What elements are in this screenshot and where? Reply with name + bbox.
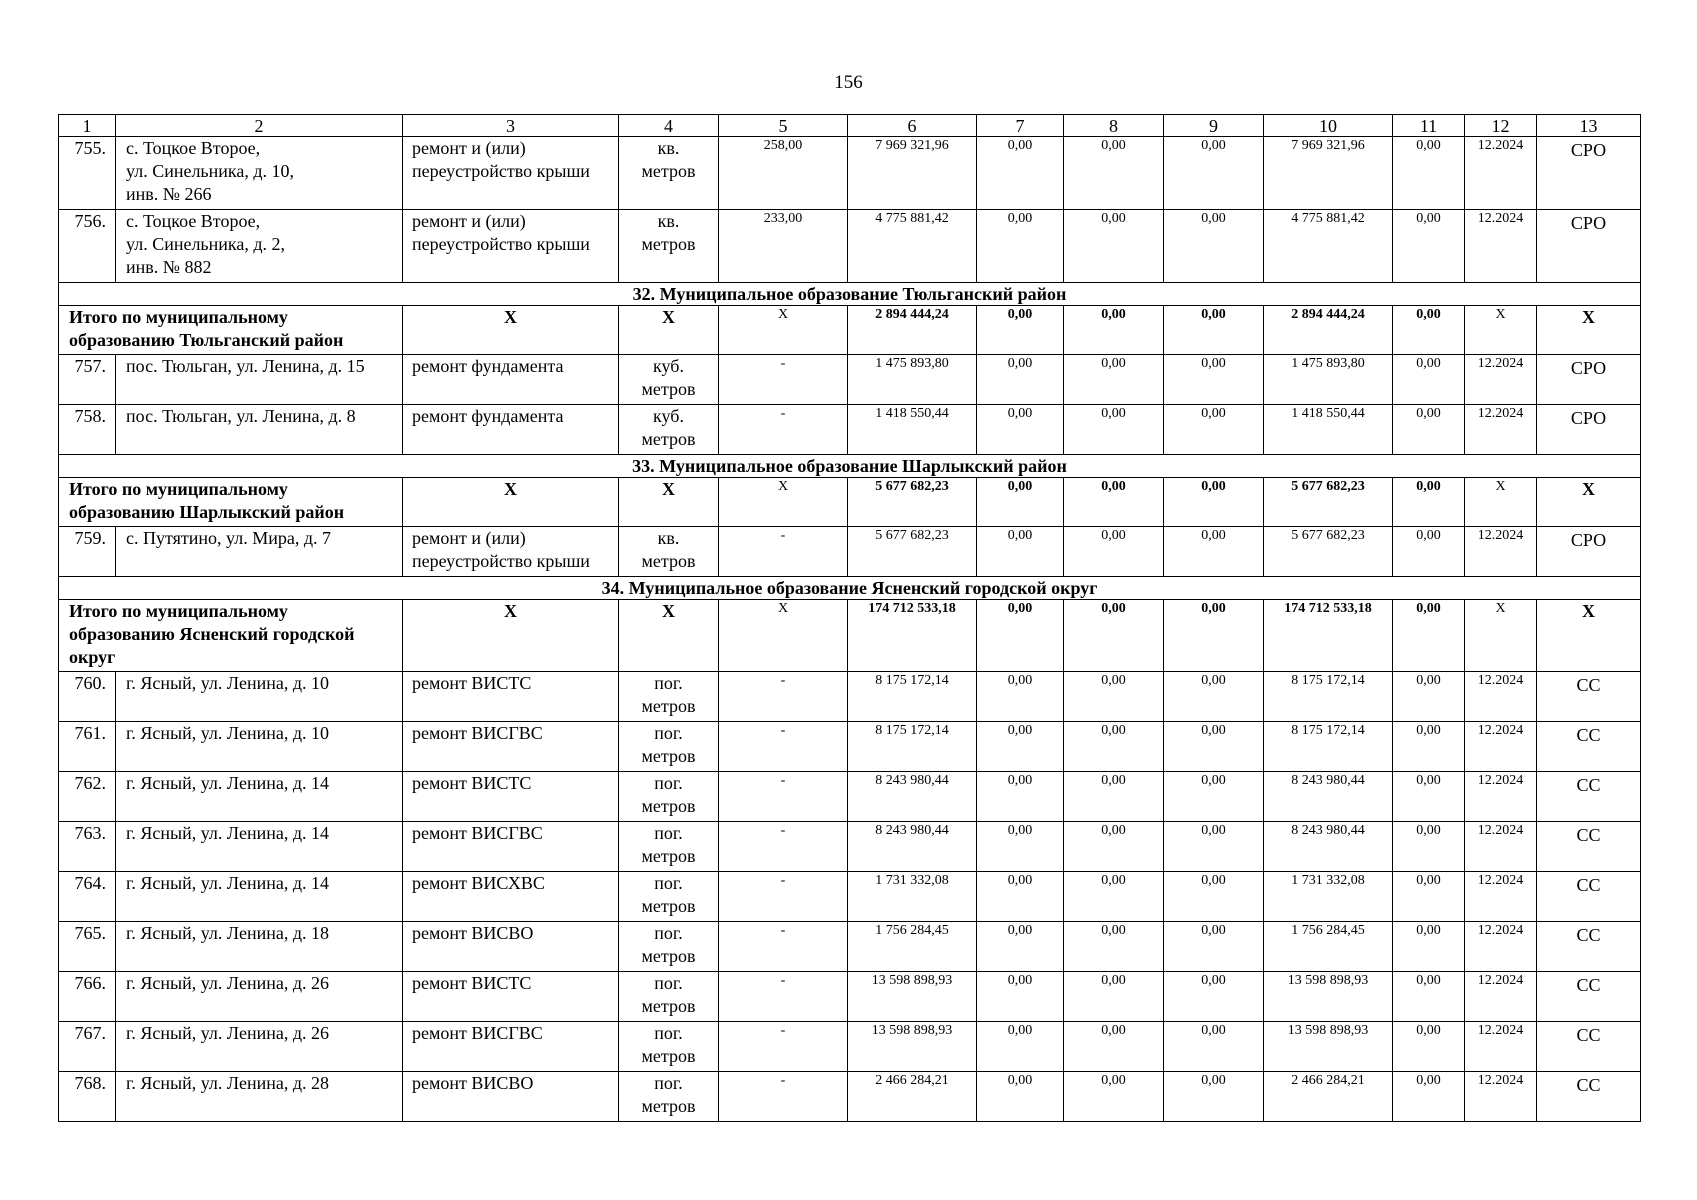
amount-cell: 5 677 682,23 [1264,527,1393,577]
unit-cell: пог. метров [619,822,719,872]
amount-cell: 7 969 321,96 [1264,137,1393,210]
amount-cell: 0,00 [1164,1072,1264,1122]
amount-cell: 0,00 [1393,137,1465,210]
amount-cell: 0,00 [1393,355,1465,405]
deadline-cell: 12.2024 [1465,722,1537,772]
address-cell: г. Ясный, ул. Ленина, д. 26 [116,972,403,1022]
quantity-cell: - [719,672,848,722]
work-type-cell: ремонт ВИСВО [403,1072,619,1122]
amount-cell: 8 243 980,44 [848,822,977,872]
header-cell: 9 [1164,115,1264,137]
amount-cell: 0,00 [977,137,1064,210]
amount-cell: 0,00 [1393,872,1465,922]
x-mark-cell: Х [403,600,619,672]
unit-cell: пог. метров [619,922,719,972]
amount-cell: 0,00 [977,1072,1064,1122]
amount-cell: 8 175 172,14 [848,672,977,722]
amount-cell: 8 243 980,44 [1264,822,1393,872]
quantity-cell: - [719,355,848,405]
subtotal-row [59,478,1641,527]
amount-cell: 2 466 284,21 [848,1072,977,1122]
section-header-row [59,283,1641,306]
quantity-cell: - [719,722,848,772]
unit-cell: кв. метров [619,210,719,283]
fund-code-cell: СС [1537,1022,1641,1072]
table-body [59,115,1641,1122]
address-cell: г. Ясный, ул. Ленина, д. 26 [116,1022,403,1072]
address-cell: г. Ясный, ул. Ленина, д. 14 [116,822,403,872]
amount-cell: 8 175 172,14 [1264,672,1393,722]
address-cell: г. Ясный, ул. Ленина, д. 10 [116,672,403,722]
amount-cell: 0,00 [1393,405,1465,455]
section-title: 34. Муниципальное образование Ясненский городской округ [59,577,1641,600]
x-mark-cell: Х [1465,600,1537,672]
unit-cell: пог. метров [619,672,719,722]
amount-cell: 0,00 [1164,210,1264,283]
amount-cell: 0,00 [1393,672,1465,722]
amount-cell: 0,00 [1393,772,1465,822]
deadline-cell: 12.2024 [1465,137,1537,210]
amount-cell: 0,00 [977,872,1064,922]
amount-cell: 0,00 [1064,600,1164,672]
unit-cell: куб. метров [619,405,719,455]
unit-cell: пог. метров [619,972,719,1022]
fund-code-cell: СРО [1537,137,1641,210]
address-cell: г. Ясный, ул. Ленина, д. 10 [116,722,403,772]
deadline-cell: 12.2024 [1465,822,1537,872]
section-title: 32. Муниципальное образование Тюльганский район [59,283,1641,306]
amount-cell: 4 775 881,42 [1264,210,1393,283]
fund-code-cell: СС [1537,972,1641,1022]
amount-cell: 0,00 [977,772,1064,822]
quantity-cell: - [719,405,848,455]
quantity-cell: 233,00 [719,210,848,283]
work-type-cell: ремонт и (или) переустройство крыши [403,527,619,577]
header-cell: 11 [1393,115,1465,137]
table-row [59,822,1641,872]
work-type-cell: ремонт ВИСТС [403,672,619,722]
x-mark-cell: Х [719,306,848,355]
work-type-cell: ремонт ВИСВО [403,922,619,972]
amount-cell: 2 466 284,21 [1264,1072,1393,1122]
header-cell: 13 [1537,115,1641,137]
unit-cell: кв. метров [619,137,719,210]
work-type-cell: ремонт ВИСГВС [403,1022,619,1072]
work-type-cell: ремонт ВИСГВС [403,822,619,872]
x-mark-cell: Х [719,478,848,527]
amount-cell: 5 677 682,23 [1264,478,1393,527]
amount-cell: 0,00 [977,722,1064,772]
amount-cell: 0,00 [1164,478,1264,527]
deadline-cell: 12.2024 [1465,1022,1537,1072]
amount-cell: 0,00 [1164,405,1264,455]
amount-cell: 0,00 [1064,210,1164,283]
amount-cell: 0,00 [977,822,1064,872]
amount-cell: 0,00 [1164,922,1264,972]
amount-cell: 13 598 898,93 [1264,972,1393,1022]
amount-cell: 2 894 444,24 [848,306,977,355]
unit-cell: пог. метров [619,1072,719,1122]
work-type-cell: ремонт и (или) переустройство крыши [403,210,619,283]
table-row [59,722,1641,772]
row-number: 767. [59,1022,116,1072]
row-number: 764. [59,872,116,922]
header-row [59,115,1641,137]
amount-cell: 174 712 533,18 [848,600,977,672]
subtotal-label: Итого по муниципальному образованию Шарлыкский район [59,478,403,527]
amount-cell: 1 731 332,08 [1264,872,1393,922]
amount-cell: 5 677 682,23 [848,478,977,527]
address-cell: г. Ясный, ул. Ленина, д. 18 [116,922,403,972]
x-mark-cell: Х [403,478,619,527]
row-number: 760. [59,672,116,722]
table-row [59,527,1641,577]
amount-cell: 7 969 321,96 [848,137,977,210]
x-mark-cell: Х [619,600,719,672]
amount-cell: 0,00 [1164,872,1264,922]
address-cell: с. Тоцкое Второе, ул. Синельника, д. 2, инв. № 882 [116,210,403,283]
header-cell: 6 [848,115,977,137]
table-row [59,772,1641,822]
amount-cell: 4 775 881,42 [848,210,977,283]
header-cell: 8 [1064,115,1164,137]
x-mark-cell: Х [403,306,619,355]
amount-cell: 0,00 [1164,672,1264,722]
row-number: 759. [59,527,116,577]
x-mark-cell: Х [619,306,719,355]
amount-cell: 0,00 [1164,600,1264,672]
repair-program-table [58,114,1641,1122]
amount-cell: 0,00 [1164,355,1264,405]
amount-cell: 0,00 [1164,772,1264,822]
amount-cell: 13 598 898,93 [848,1022,977,1072]
table-row [59,972,1641,1022]
row-number: 758. [59,405,116,455]
quantity-cell: - [719,822,848,872]
amount-cell: 0,00 [1393,822,1465,872]
work-type-cell: ремонт и (или) переустройство крыши [403,137,619,210]
unit-cell: пог. метров [619,872,719,922]
work-type-cell: ремонт ВИСТС [403,972,619,1022]
unit-cell: кв. метров [619,527,719,577]
unit-cell: пог. метров [619,772,719,822]
amount-cell: 1 756 284,45 [1264,922,1393,972]
amount-cell: 1 475 893,80 [1264,355,1393,405]
deadline-cell: 12.2024 [1465,772,1537,822]
unit-cell: куб. метров [619,355,719,405]
row-number: 766. [59,972,116,1022]
table-row [59,1022,1641,1072]
amount-cell: 0,00 [1393,527,1465,577]
amount-cell: 1 475 893,80 [848,355,977,405]
fund-code-cell: СРО [1537,355,1641,405]
fund-code-cell: СС [1537,722,1641,772]
table-row [59,872,1641,922]
row-number: 757. [59,355,116,405]
amount-cell: 8 243 980,44 [848,772,977,822]
deadline-cell: 12.2024 [1465,1072,1537,1122]
header-cell: 10 [1264,115,1393,137]
fund-code-cell: СС [1537,772,1641,822]
table-row [59,672,1641,722]
x-mark-cell: Х [719,600,848,672]
amount-cell: 0,00 [977,355,1064,405]
amount-cell: 2 894 444,24 [1264,306,1393,355]
header-cell: 4 [619,115,719,137]
address-cell: с. Тоцкое Второе, ул. Синельника, д. 10, инв. № 266 [116,137,403,210]
address-cell: г. Ясный, ул. Ленина, д. 28 [116,1072,403,1122]
amount-cell: 0,00 [1064,1022,1164,1072]
address-cell: пос. Тюльган, ул. Ленина, д. 8 [116,405,403,455]
amount-cell: 0,00 [977,306,1064,355]
amount-cell: 0,00 [1064,822,1164,872]
address-cell: пос. Тюльган, ул. Ленина, д. 15 [116,355,403,405]
quantity-cell: - [719,922,848,972]
table-row [59,922,1641,972]
amount-cell: 0,00 [1393,210,1465,283]
subtotal-label: Итого по муниципальному образованию Тюльганский район [59,306,403,355]
x-mark-cell: Х [1465,478,1537,527]
amount-cell: 0,00 [1164,137,1264,210]
amount-cell: 0,00 [1064,306,1164,355]
amount-cell: 0,00 [1064,722,1164,772]
amount-cell: 0,00 [1164,822,1264,872]
deadline-cell: 12.2024 [1465,210,1537,283]
address-cell: г. Ясный, ул. Ленина, д. 14 [116,772,403,822]
amount-cell: 0,00 [1393,1022,1465,1072]
quantity-cell: 258,00 [719,137,848,210]
amount-cell: 0,00 [1064,527,1164,577]
fund-code-cell: СС [1537,672,1641,722]
amount-cell: 5 677 682,23 [848,527,977,577]
amount-cell: 0,00 [977,478,1064,527]
fund-code-cell: СС [1537,822,1641,872]
quantity-cell: - [719,1072,848,1122]
deadline-cell: 12.2024 [1465,405,1537,455]
deadline-cell: 12.2024 [1465,922,1537,972]
table-row [59,405,1641,455]
page-number: 156 [834,72,863,93]
amount-cell: 0,00 [1393,478,1465,527]
deadline-cell: 12.2024 [1465,972,1537,1022]
amount-cell: 0,00 [1164,722,1264,772]
amount-cell: 1 756 284,45 [848,922,977,972]
amount-cell: 0,00 [1064,872,1164,922]
amount-cell: 1 731 332,08 [848,872,977,922]
header-cell: 3 [403,115,619,137]
work-type-cell: ремонт фундамента [403,405,619,455]
amount-cell: 0,00 [1164,972,1264,1022]
row-number: 768. [59,1072,116,1122]
amount-cell: 0,00 [977,405,1064,455]
fund-code-cell: СРО [1537,527,1641,577]
fund-code-cell: СС [1537,1072,1641,1122]
amount-cell: 0,00 [1393,600,1465,672]
deadline-cell: 12.2024 [1465,527,1537,577]
amount-cell: 0,00 [1064,355,1164,405]
amount-cell: 0,00 [1164,1022,1264,1072]
address-cell: с. Путятино, ул. Мира, д. 7 [116,527,403,577]
amount-cell: 174 712 533,18 [1264,600,1393,672]
amount-cell: 0,00 [977,210,1064,283]
amount-cell: 0,00 [1393,1072,1465,1122]
table-row [59,1072,1641,1122]
row-number: 756. [59,210,116,283]
subtotal-row [59,306,1641,355]
work-type-cell: ремонт ВИСТС [403,772,619,822]
subtotal-row [59,600,1641,672]
amount-cell: 0,00 [1064,478,1164,527]
header-cell: 12 [1465,115,1537,137]
subtotal-label: Итого по муниципальному образованию Ясненский городской округ [59,600,403,672]
header-cell: 1 [59,115,116,137]
work-type-cell: ремонт фундамента [403,355,619,405]
amount-cell: 0,00 [1064,772,1164,822]
amount-cell: 13 598 898,93 [1264,1022,1393,1072]
address-cell: г. Ясный, ул. Ленина, д. 14 [116,872,403,922]
amount-cell: 0,00 [977,672,1064,722]
amount-cell: 0,00 [1393,722,1465,772]
amount-cell: 0,00 [1064,672,1164,722]
amount-cell: 0,00 [977,527,1064,577]
fund-code-cell: СС [1537,922,1641,972]
row-number: 755. [59,137,116,210]
amount-cell: 0,00 [1064,922,1164,972]
x-mark-cell: Х [1537,478,1641,527]
amount-cell: 0,00 [1164,527,1264,577]
x-mark-cell: Х [1537,306,1641,355]
amount-cell: 1 418 550,44 [848,405,977,455]
table-row [59,210,1641,283]
amount-cell: 0,00 [1064,405,1164,455]
amount-cell: 0,00 [1064,1072,1164,1122]
work-type-cell: ремонт ВИСХВС [403,872,619,922]
quantity-cell: - [719,772,848,822]
fund-code-cell: СРО [1537,405,1641,455]
header-cell: 7 [977,115,1064,137]
section-header-row [59,577,1641,600]
amount-cell: 13 598 898,93 [848,972,977,1022]
deadline-cell: 12.2024 [1465,355,1537,405]
unit-cell: пог. метров [619,722,719,772]
x-mark-cell: Х [1465,306,1537,355]
row-number: 763. [59,822,116,872]
amount-cell: 8 175 172,14 [848,722,977,772]
deadline-cell: 12.2024 [1465,672,1537,722]
row-number: 762. [59,772,116,822]
section-header-row [59,455,1641,478]
quantity-cell: - [719,1022,848,1072]
quantity-cell: - [719,972,848,1022]
row-number: 761. [59,722,116,772]
amount-cell: 0,00 [1393,972,1465,1022]
amount-cell: 0,00 [1164,306,1264,355]
quantity-cell: - [719,527,848,577]
x-mark-cell: Х [619,478,719,527]
x-mark-cell: Х [1537,600,1641,672]
amount-cell: 8 243 980,44 [1264,772,1393,822]
header-cell: 5 [719,115,848,137]
amount-cell: 0,00 [977,1022,1064,1072]
deadline-cell: 12.2024 [1465,872,1537,922]
unit-cell: пог. метров [619,1022,719,1072]
work-type-cell: ремонт ВИСГВС [403,722,619,772]
amount-cell: 0,00 [1064,972,1164,1022]
amount-cell: 0,00 [1393,306,1465,355]
fund-code-cell: СРО [1537,210,1641,283]
amount-cell: 0,00 [1064,137,1164,210]
quantity-cell: - [719,872,848,922]
table-row [59,137,1641,210]
amount-cell: 8 175 172,14 [1264,722,1393,772]
table-row [59,355,1641,405]
amount-cell: 0,00 [977,600,1064,672]
amount-cell: 0,00 [977,922,1064,972]
amount-cell: 0,00 [977,972,1064,1022]
section-title: 33. Муниципальное образование Шарлыкский район [59,455,1641,478]
header-cell: 2 [116,115,403,137]
fund-code-cell: СС [1537,872,1641,922]
amount-cell: 1 418 550,44 [1264,405,1393,455]
row-number: 765. [59,922,116,972]
amount-cell: 0,00 [1393,922,1465,972]
